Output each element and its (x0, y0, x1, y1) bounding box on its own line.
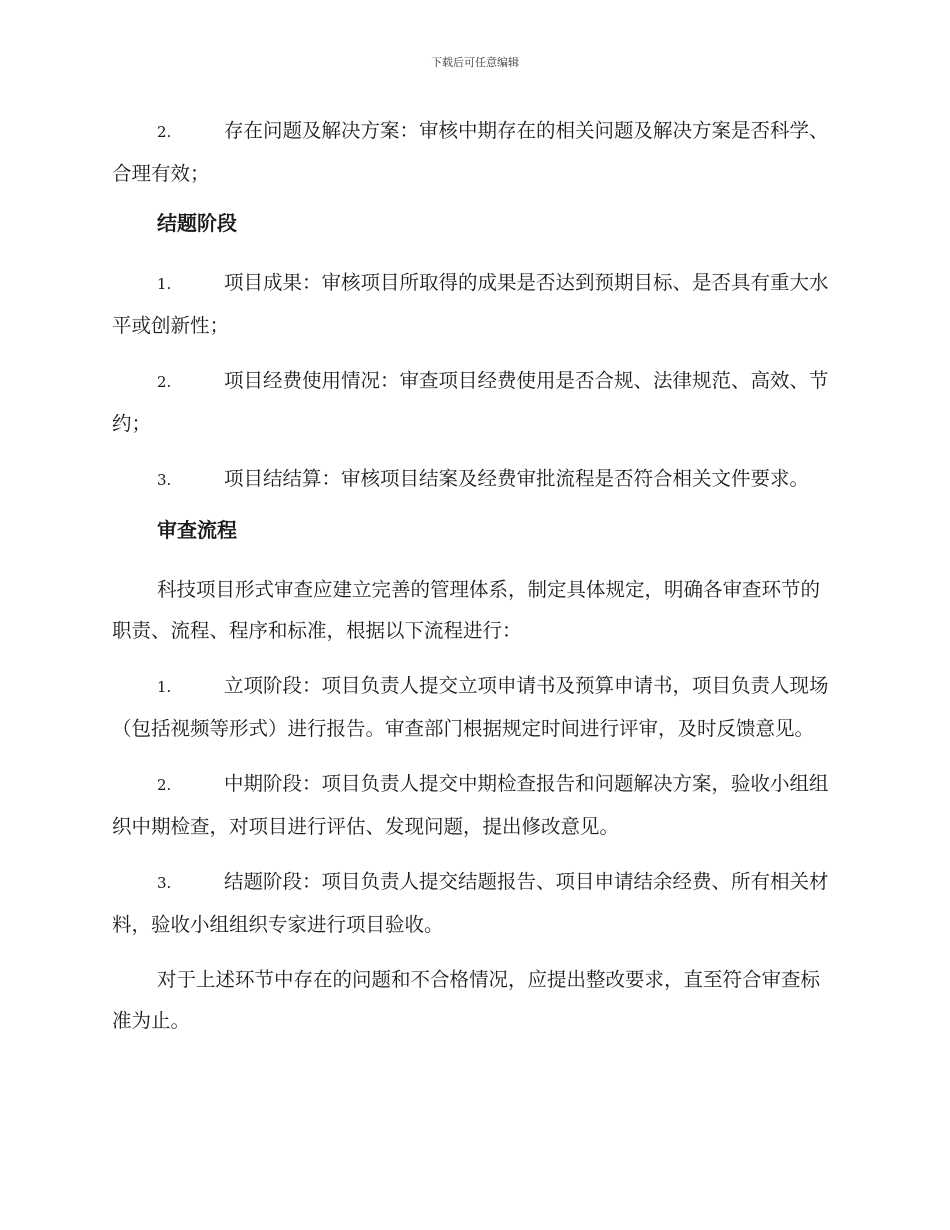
list-text: 立项阶段：项目负责人提交立项申请书及预算申请书，项目负责人现场（包括视频等形式）进行报告。审查部门根据规定时间进行评审，及时反馈意见。 (112, 674, 829, 740)
list-item (112, 458, 832, 501)
list-text: 项目经费使用情况：审查项目经费使用是否合规、法律规范、高效、节约； (112, 369, 829, 435)
list-item (112, 763, 832, 847)
list-text: 中期阶段：项目负责人提交中期检查报告和问题解决方案，验收小组组织中期检查，对项目进行评估、发现问题，提出修改意见。 (112, 772, 829, 838)
section-heading: 审查流程 (157, 518, 237, 542)
list-number: 2. (157, 776, 172, 794)
list-number: 1. (157, 275, 172, 293)
list-number: 3. (157, 874, 172, 892)
list-item (112, 360, 832, 444)
paragraph: 科技项目形式审查应建立完善的管理体系，制定具体规定，明确各审查环节的职责、流程、程序和标准，根据以下流程进行： (112, 578, 821, 642)
list-number: 2. (157, 373, 172, 391)
list-item (112, 861, 832, 945)
list-text: 项目结结算：审核项目结案及经费审批流程是否符合相关文件要求。 (224, 467, 810, 490)
section-heading: 结题阶段 (157, 211, 237, 235)
paragraph: 对于上述环节中存在的问题和不合格情况，应提出整改要求，直至符合审查标准为止。 (112, 968, 821, 1032)
list-text: 项目成果：审核项目所取得的成果是否达到预期目标、是否具有重大水平或创新性； (112, 271, 829, 337)
document-body (112, 110, 832, 1055)
list-text: 存在问题及解决方案：审核中期存在的相关问题及解决方案是否科学、合理有效； (112, 119, 829, 185)
list-item (112, 665, 832, 749)
list-item (112, 110, 832, 194)
list-text: 结题阶段：项目负责人提交结题报告、项目申请结余经费、所有相关材料，验收小组组织专家进行项目验收。 (112, 870, 829, 936)
list-number: 1. (157, 678, 172, 696)
list-number: 3. (157, 471, 172, 489)
list-number: 2. (157, 123, 172, 141)
page-header: 下载后可任意编辑 (431, 56, 519, 69)
list-item (112, 262, 832, 346)
